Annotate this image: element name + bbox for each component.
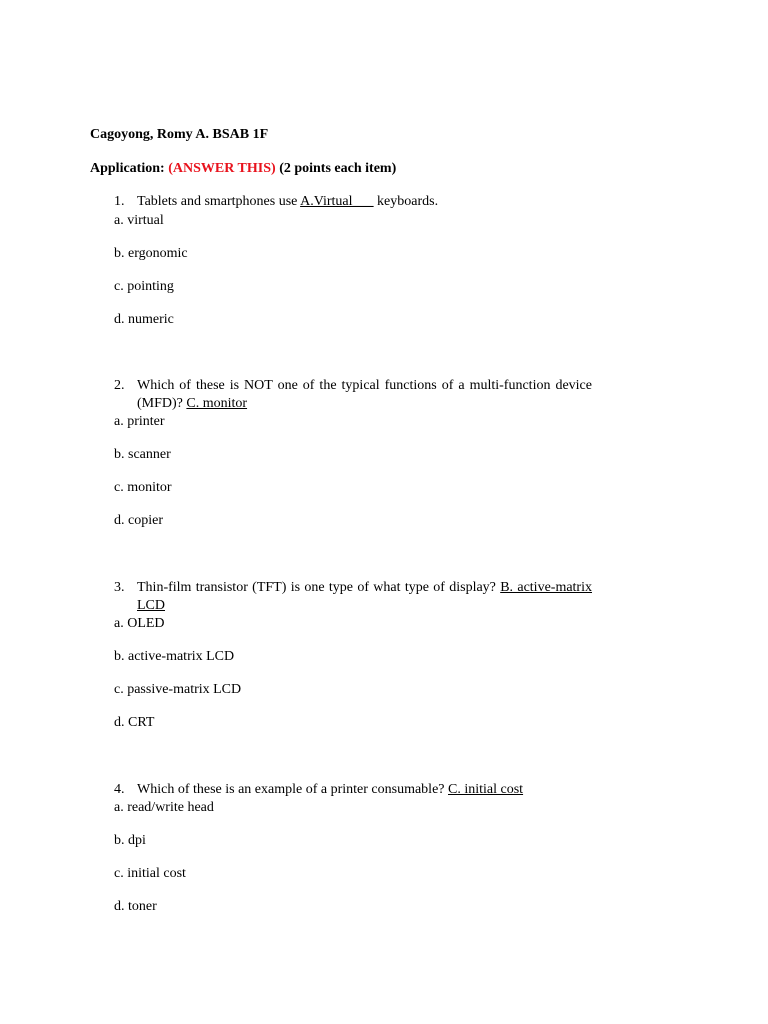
option-c: c. pointing — [114, 279, 174, 294]
question-3 — [114, 579, 592, 615]
answer-text: A.Virtual___ — [300, 194, 374, 209]
answer-text: C. initial cost — [448, 782, 524, 797]
option-b: b. dpi — [114, 833, 146, 848]
option-a: a. read/write head — [114, 800, 214, 815]
option-d: d. CRT — [114, 715, 155, 730]
option-d: d. copier — [114, 513, 163, 528]
option-d: d. toner — [114, 899, 157, 914]
student-name-heading: Cagoyong, Romy A. BSAB 1F — [90, 127, 269, 142]
section-points: (2 points each item) — [279, 161, 397, 176]
question-4 — [114, 781, 592, 799]
question-number: 1. — [114, 194, 125, 209]
option-a: a. printer — [114, 414, 165, 429]
question-text: Tablets and smartphones use A.Virtual___ keyboards. — [137, 194, 439, 209]
question-1 — [114, 193, 592, 211]
option-b: b. active-matrix LCD — [114, 649, 235, 664]
section-heading — [90, 160, 396, 178]
option-a: a. OLED — [114, 616, 165, 631]
question-2 — [114, 377, 592, 413]
answer-text: C. monitor — [186, 396, 248, 411]
option-c: c. initial cost — [114, 866, 186, 881]
question-number: 3. — [114, 580, 125, 595]
question-text: Which of these is NOT one of the typical functions of a multi-function device (MFD)? C. monitor — [137, 378, 592, 411]
option-b: b. ergonomic — [114, 246, 188, 261]
answer-text: B. active-matrix LCD — [137, 580, 592, 613]
question-number: 4. — [114, 782, 125, 797]
question-text: Thin-film transistor (TFT) is one type of what type of display? B. active-matrix LCD — [137, 580, 592, 613]
section-instruction: (ANSWER THIS) — [168, 161, 276, 176]
option-a: a. virtual — [114, 213, 164, 228]
option-d: d. numeric — [114, 312, 174, 327]
option-c: c. passive-matrix LCD — [114, 682, 242, 697]
option-b: b. scanner — [114, 447, 171, 462]
section-label: Application: — [90, 161, 165, 176]
option-c: c. monitor — [114, 480, 172, 495]
question-text: Which of these is an example of a printer consumable? C. initial cost — [137, 782, 524, 797]
question-number: 2. — [114, 378, 125, 393]
